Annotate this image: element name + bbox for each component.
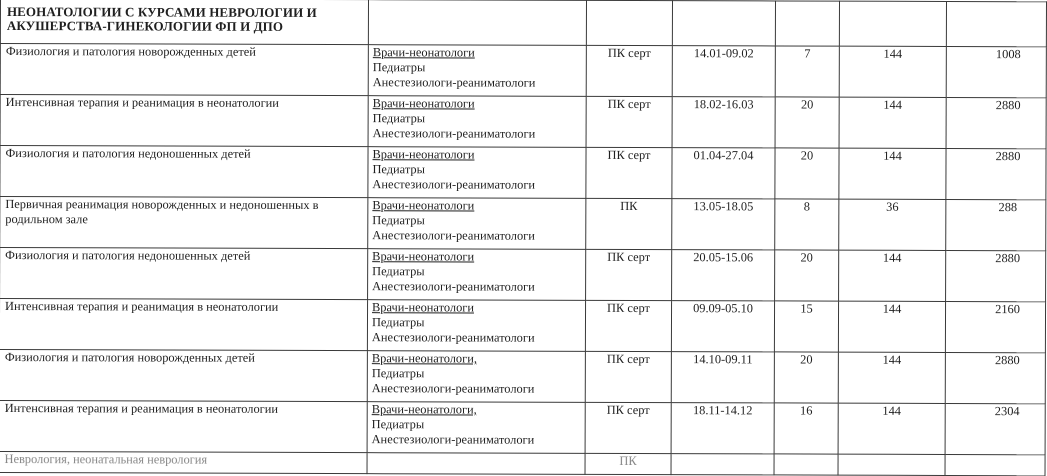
audience-cell: [368, 198, 586, 250]
audience-cell: [368, 45, 586, 97]
audience-secondary: Педиатры: [372, 60, 426, 75]
total-hours-cell: [945, 454, 1045, 475]
total-hours-cell: 2304: [945, 403, 1045, 454]
course-type-cell: ПК: [586, 198, 672, 249]
listeners-count-cell: [774, 454, 838, 475]
course-dates-cell: [671, 454, 774, 475]
section-header-row: [0, 0, 1046, 47]
course-name-cell: Интенсивная терапия и реанимация в неонатологии: [0, 299, 368, 351]
total-hours-cell: 288: [946, 199, 1046, 250]
listeners-count-cell: 8: [775, 199, 839, 250]
course-name-cell: Интенсивная терапия и реанимация в неонатологии: [0, 95, 368, 147]
table-row: [0, 44, 1046, 98]
course-dates-cell: 13.05-18.05: [672, 199, 775, 250]
audience-cell: [368, 249, 586, 301]
hours-cell: 144: [839, 97, 946, 148]
course-dates-cell: 18.11-14.12: [671, 403, 774, 454]
audience-secondary: Педиатры: [372, 213, 425, 228]
course-name-cell: Физиология и патология новорожденных детей: [0, 44, 368, 96]
empty-header-cell: [586, 0, 672, 45]
audience-primary: Врачи-неонатологи: [372, 45, 475, 60]
listeners-count-cell: 16: [774, 403, 838, 454]
audience-secondary: Педиатры: [372, 264, 425, 279]
hours-cell: 144: [838, 301, 945, 352]
table-row: [0, 299, 1046, 353]
course-type-cell: ПК: [585, 453, 671, 474]
course-dates-cell: 18.02-16.03: [672, 97, 775, 148]
course-name-cell: Физиология и патология недоношенных детей: [0, 146, 368, 198]
audience-secondary: Педиатры: [372, 111, 426, 126]
course-type-cell: ПК серт: [585, 351, 671, 402]
audience-tertiary: Анестезиологи-реаниматологи: [372, 228, 535, 243]
audience-primary: Врачи-неонатологи,: [371, 351, 477, 366]
total-hours-cell: 2880: [945, 352, 1045, 403]
course-dates-cell: 01.04-27.04: [672, 148, 775, 199]
hours-cell: 36: [839, 199, 946, 250]
hours-cell: [838, 454, 945, 475]
course-dates-cell: 14.10-09.11: [671, 352, 774, 403]
hours-cell: 144: [839, 46, 946, 97]
audience-primary: Врачи-неонатологи: [372, 249, 475, 264]
audience-secondary: Педиатры: [372, 162, 425, 177]
listeners-count-cell: 7: [775, 46, 839, 97]
hours-cell: 144: [839, 148, 946, 199]
course-name-cell: Неврология, неонатальная неврология: [0, 451, 367, 473]
table-row-partial: [0, 451, 1045, 475]
course-type-cell: ПК серт: [586, 147, 672, 198]
audience-primary: Врачи-неонатологи,: [371, 402, 477, 417]
audience-tertiary: Анестезиологи-реаниматологи: [371, 432, 535, 447]
table-row: [0, 400, 1045, 454]
audience-primary: Врачи-неонатологи: [372, 96, 475, 111]
listeners-count-cell: 20: [775, 250, 839, 301]
table-row: [0, 197, 1046, 251]
total-hours-cell: 2880: [946, 250, 1046, 301]
audience-tertiary: Анестезиологи-реаниматологи: [371, 381, 535, 396]
audience-secondary: Педиатры: [371, 315, 425, 330]
audience-tertiary: Анестезиологи-реаниматологи: [372, 75, 536, 90]
course-type-cell: ПК серт: [586, 45, 672, 96]
audience-tertiary: Анестезиологи-реаниматологи: [372, 126, 536, 141]
empty-header-cell: [839, 1, 946, 46]
listeners-count-cell: 20: [775, 97, 839, 148]
course-type-cell: ПК серт: [586, 96, 672, 147]
hours-cell: 144: [839, 250, 946, 301]
course-dates-cell: 20.05-15.06: [672, 250, 775, 301]
audience-cell: [367, 300, 585, 352]
listeners-count-cell: 20: [774, 352, 838, 403]
audience-tertiary: Анестезиологи-реаниматологи: [372, 279, 535, 294]
course-type-cell: ПК серт: [585, 300, 671, 351]
course-name-cell: Физиология и патология новорожденных детей: [0, 349, 367, 401]
course-type-cell: ПК серт: [586, 249, 672, 300]
listeners-count-cell: 20: [775, 148, 839, 199]
audience-primary: Врачи-неонатологи: [372, 147, 475, 162]
audience-cell: [368, 147, 586, 199]
table-row: [0, 349, 1045, 403]
audience-cell: [367, 402, 585, 454]
audience-primary: Врачи-неонатологи: [372, 300, 475, 315]
course-type-cell: ПК серт: [585, 402, 671, 453]
hours-cell: 144: [838, 403, 945, 454]
table-row: [0, 95, 1046, 149]
table-row: [0, 248, 1046, 302]
total-hours-cell: 2880: [946, 148, 1046, 199]
empty-header-cell: [672, 1, 775, 46]
audience-primary: Врачи-неонатологи: [372, 198, 475, 213]
audience-secondary: Педиатры: [371, 366, 425, 381]
audience-cell: [368, 96, 586, 148]
listeners-count-cell: 15: [774, 301, 838, 352]
table-row: [0, 146, 1046, 200]
audience-cell: [367, 453, 585, 475]
course-dates-cell: 14.01-09.02: [672, 46, 775, 97]
section-title: НЕОНАТОЛОГИИ С КУРСАМИ НЕВРОЛОГИИ И АКУШЕРСТВА-ГИНЕКОЛОГИИ ФП И ДПО: [0, 0, 368, 45]
empty-header-cell: [946, 1, 1046, 46]
empty-header-cell: [775, 1, 839, 46]
course-name-cell: Первичная реанимация новорожденных и недоношенных в родильном зале: [0, 197, 368, 249]
audience-secondary: Педиатры: [371, 417, 425, 432]
empty-header-cell: [368, 0, 586, 45]
total-hours-cell: 2160: [945, 301, 1045, 352]
course-dates-cell: 09.09-05.10: [671, 301, 774, 352]
audience-tertiary: Анестезиологи-реаниматологи: [371, 330, 535, 345]
audience-tertiary: Анестезиологи-реаниматологи: [372, 177, 536, 192]
hours-cell: 144: [838, 352, 945, 403]
total-hours-cell: 2880: [946, 97, 1046, 148]
audience-cell: [367, 351, 585, 403]
total-hours-cell: 1008: [946, 46, 1046, 97]
course-name-cell: Физиология и патология недоношенных детей: [0, 248, 368, 300]
course-name-cell: Интенсивная терапия и реанимация в неонатологии: [0, 400, 367, 452]
